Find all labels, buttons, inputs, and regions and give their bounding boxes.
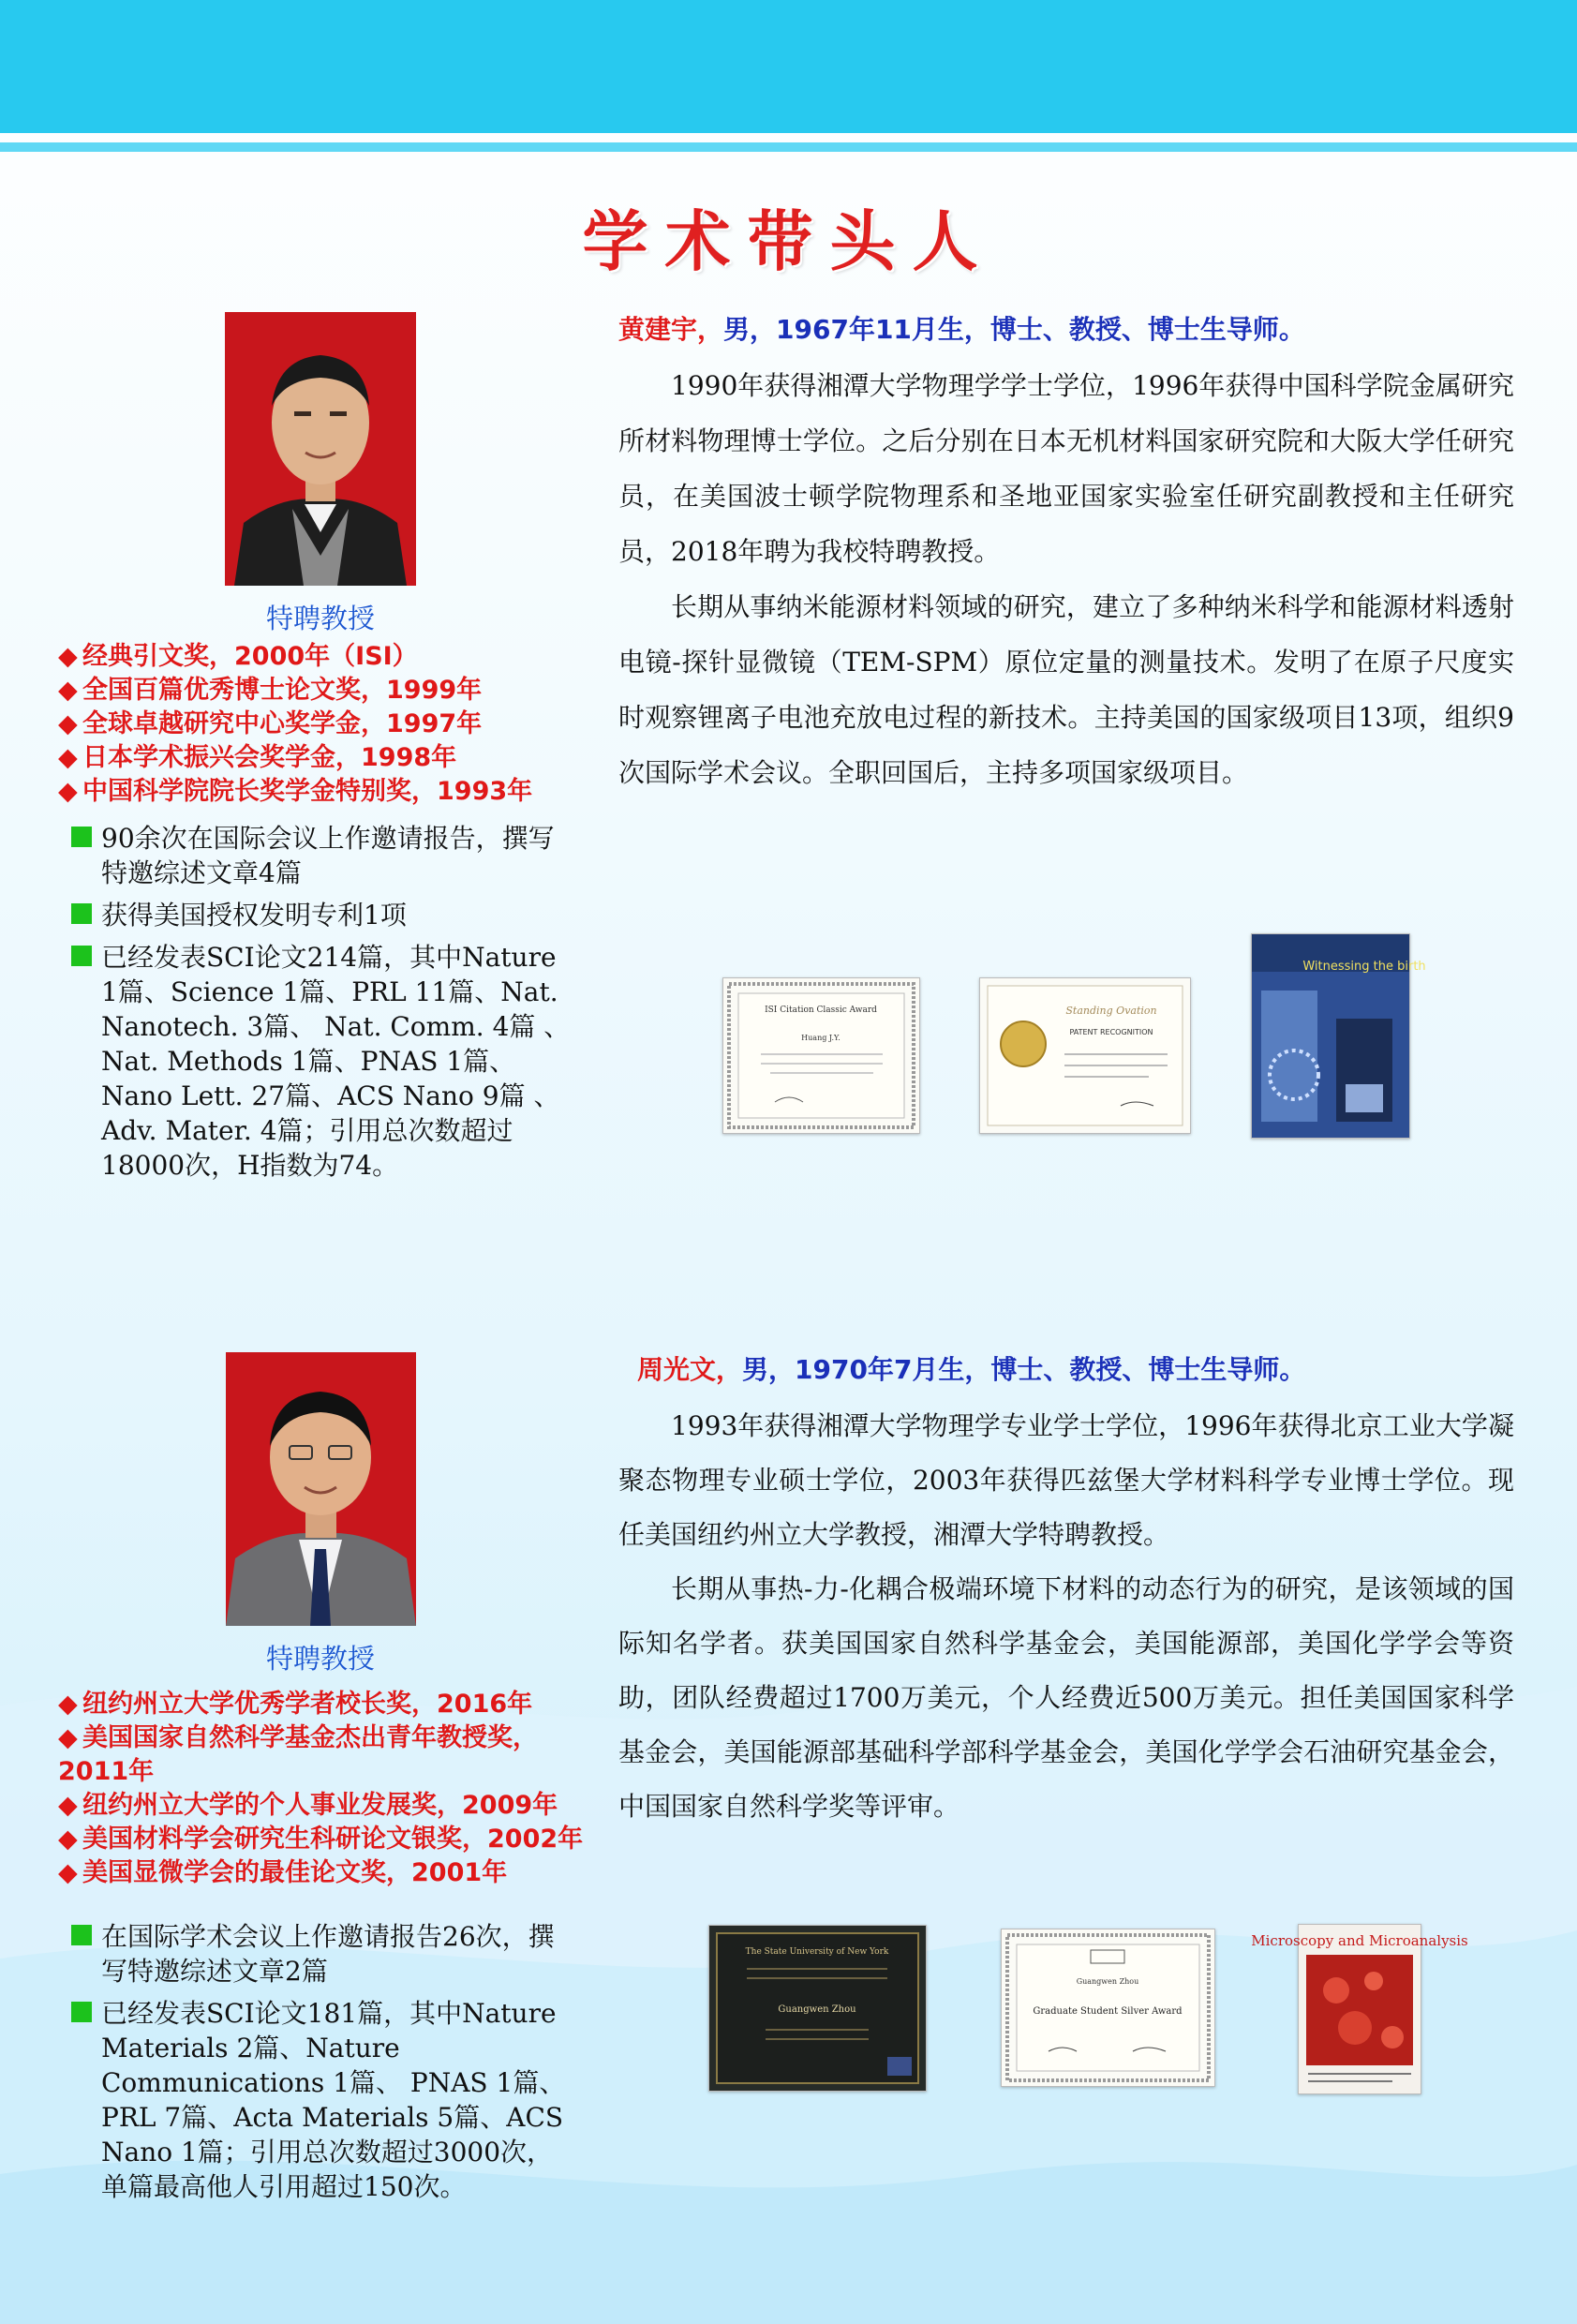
certificate-image — [979, 977, 1191, 1134]
award-item: ◆ 经典引文奖，2000年（ISI） — [58, 640, 583, 674]
profile-headline: 黄建宇，男，1967年11月生，博士、教授、博士生导师。 — [618, 314, 1305, 345]
achievement-item: 已经发表SCI论文214篇，其中Nature 1篇、Science 1篇、PRL 11篇、Nat. Nanotech. 3篇、 Nat. Comm. 4篇 、Nat. Methods 1篇、PNAS 1篇、Nano Lett. 27篇、ACS Nano 9篇 、Adv. Mater. 4篇；引用总次数超过18000次，H指数为74。 — [69, 940, 575, 1183]
role-label: 特聘教授 — [265, 603, 375, 634]
green-square-icon — [71, 827, 92, 847]
bio-paragraph: 1993年获得湘潭大学物理学专业学士学位，1996年获得北京工业大学凝聚态物理专业硕士学位，2003年获得匹兹堡大学材料科学专业博士学位。现任美国纽约州立大学教授，湘潭大学特聘教授。 — [618, 1410, 1514, 1550]
achievements-list — [69, 821, 575, 1190]
diamond-icon: ◆ — [58, 743, 78, 772]
certificate-image — [722, 977, 920, 1134]
awards-list — [58, 640, 583, 809]
award-item: ◆ 美国显微学会的最佳论文奖，2001年 — [58, 1856, 611, 1890]
bio-paragraph: 1990年获得湘潭大学物理学学士学位，1996年获得中国科学院金属研究所材料物理博士学位。之后分别在日本无机材料国家研究院和大阪大学任研究员，在美国波士顿学院物理系和圣地亚国家实验室任研究副教授和主任研究员，2018年聘为我校特聘教授。 — [618, 370, 1514, 567]
award-item: ◆ 纽约州立大学优秀学者校长奖，2016年 — [58, 1688, 611, 1721]
journal-cover-image — [1251, 1924, 1468, 2094]
svg-text:The State University of New Yo: The State University of New York — [745, 1947, 889, 1957]
top-divider — [0, 142, 1577, 152]
achievement-item: 已经发表SCI论文181篇，其中Nature Materials 2篇、Nature Communications 1篇、 PNAS 1篇、PRL 7篇、Acta Materials 5篇、ACS Nano 1篇；引用总次数超过3000次，单篇最高他人引用超过150次。 — [69, 1996, 575, 2204]
portrait-photo — [226, 1352, 416, 1626]
profile-bio — [618, 1399, 1514, 1834]
diamond-icon: ◆ — [58, 676, 78, 705]
diamond-icon: ◆ — [58, 1858, 78, 1887]
award-item: ◆ 全球卓越研究中心奖学金，1997年 — [58, 708, 583, 741]
portrait-photo — [225, 312, 416, 586]
profile-headline: 周光文，男，1970年7月生，博士、教授、博士生导师。 — [637, 1354, 1306, 1385]
diamond-icon: ◆ — [58, 777, 78, 806]
diamond-icon: ◆ — [58, 642, 78, 671]
svg-text:Guangwen Zhou: Guangwen Zhou — [778, 2004, 856, 2015]
achievement-item: 在国际学术会议上作邀请报告26次，撰写特邀综述文章2篇 — [69, 1919, 575, 1989]
award-item: ◆ 中国科学院院长奖学金特别奖，1993年 — [58, 775, 583, 809]
achievement-item: 90余次在国际会议上作邀请报告，撰写特邀综述文章4篇 — [69, 821, 575, 890]
achievements-list — [69, 1919, 575, 2212]
award-item: ◆ 美国国家自然科学基金杰出青年教授奖，2011年 — [58, 1723, 538, 1786]
green-square-icon — [71, 903, 92, 924]
svg-text:PATENT RECOGNITION: PATENT RECOGNITION — [1069, 1028, 1153, 1036]
top-banner — [0, 0, 1577, 133]
award-item: ◆ 美国材料学会研究生科研论文银奖，2002年 — [58, 1823, 611, 1856]
awards-list — [58, 1688, 611, 1890]
journal-cover-image — [1251, 933, 1426, 1139]
diamond-icon: ◆ — [58, 1791, 78, 1820]
diamond-icon: ◆ — [58, 1723, 78, 1752]
role-label: 特聘教授 — [265, 1643, 375, 1675]
diamond-icon: ◆ — [58, 1690, 78, 1719]
achievement-item: 获得美国授权发明专利1项 — [69, 898, 575, 932]
svg-text:Huang J.Y.: Huang J.Y. — [801, 1034, 841, 1042]
svg-text:Standing Ovation: Standing Ovation — [1065, 1005, 1157, 1017]
bio-paragraph: 长期从事纳米能源材料领域的研究，建立了多种纳米科学和能源材料透射电镜-探针显微镜（TEM-SPM）原位定量的测量技术。发明了在原子尺度实时观察锂离子电池充放电过程的新技术。主持美国的国家级项目13项，组织9次国际学术会议。全职回国后，主持多项国家级项目。 — [618, 591, 1514, 788]
profile-bio — [618, 358, 1514, 800]
award-item: ◆ 日本学术振兴会奖学金，1998年 — [58, 741, 583, 775]
plaque-image — [708, 1925, 927, 2092]
diamond-icon: ◆ — [58, 709, 78, 738]
diamond-icon: ◆ — [58, 1825, 78, 1854]
svg-text:Graduate Student Silver Award: Graduate Student Silver Award — [1033, 2006, 1183, 2017]
svg-text:ISI Citation Classic Award: ISI Citation Classic Award — [765, 1006, 877, 1015]
award-item: ◆ 全国百篇优秀博士论文奖，1999年 — [58, 674, 583, 708]
page-title: 学术带头人 — [582, 202, 995, 280]
svg-text:Witnessing the birth: Witnessing the birth — [1302, 960, 1426, 974]
svg-text:Guangwen Zhou: Guangwen Zhou — [1076, 1977, 1139, 1986]
svg-text:Microscopy and Microanalysis: Microscopy and Microanalysis — [1251, 1932, 1468, 1949]
green-square-icon — [71, 946, 92, 966]
certificate-image — [1001, 1929, 1215, 2087]
green-square-icon — [71, 1925, 92, 1945]
award-item: ◆ 纽约州立大学的个人事业发展奖，2009年 — [58, 1789, 611, 1823]
green-square-icon — [71, 2002, 92, 2022]
bio-paragraph: 长期从事热-力-化耦合极端环境下材料的动态行为的研究，是该领域的国际知名学者。获美国国家自然科学基金会，美国能源部，美国化学学会等资助，团队经费超过1700万美元，个人经费近500万美元。担任美国国家科学基金会，美国能源部基础科学部科学基金会，美国化学学会石油研究基金会，中国国家自然科学奖等评审。 — [618, 1573, 1514, 1822]
